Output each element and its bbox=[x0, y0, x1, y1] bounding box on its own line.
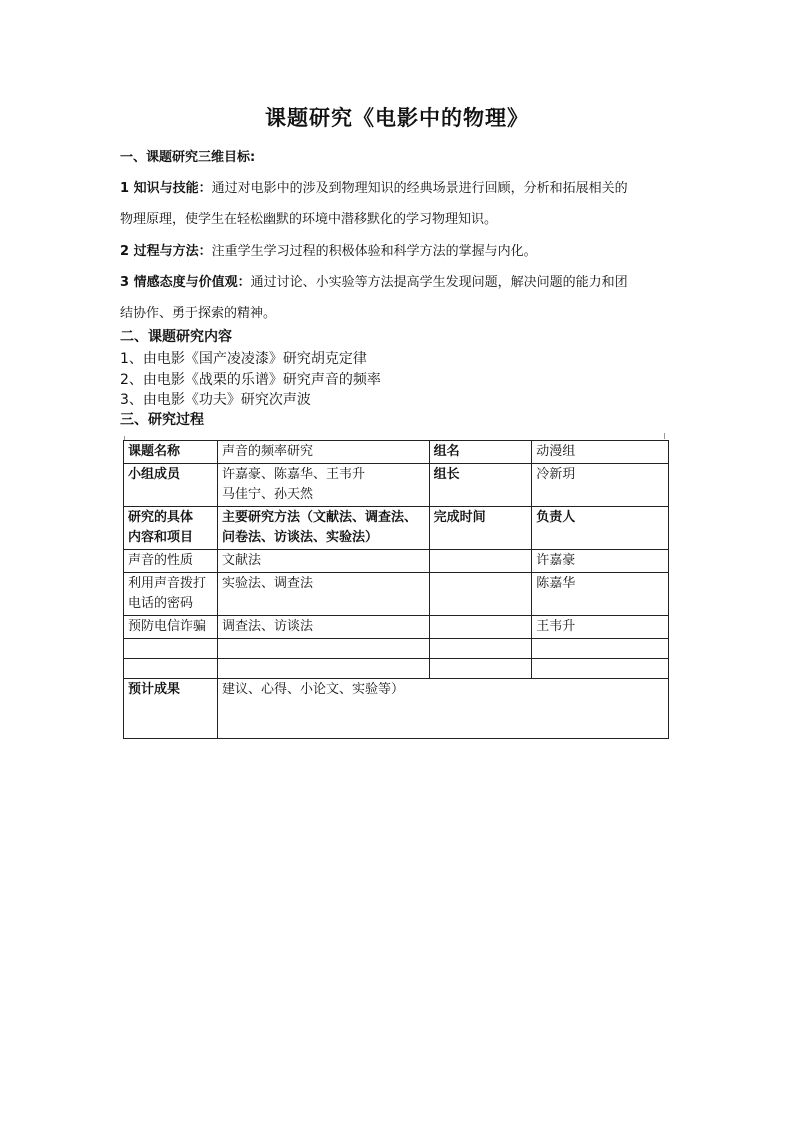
table-cell bbox=[429, 616, 532, 639]
goal3-label: 3 情感态度与价值观： bbox=[120, 275, 251, 290]
cell-line-1: 利用声音拨打 bbox=[128, 576, 207, 591]
table-cell: 预计成果 bbox=[124, 679, 218, 739]
table-cell: 声音的性质 bbox=[124, 550, 218, 573]
table-corner-mark bbox=[664, 433, 669, 439]
table-cell: 文献法 bbox=[218, 550, 430, 573]
table-cell: 声音的频率研究 bbox=[218, 441, 430, 464]
table-cell: 调查法、访谈法 bbox=[218, 616, 430, 639]
table-cell: 组名 bbox=[429, 441, 532, 464]
cell-line-2: 内容和项目 bbox=[128, 530, 194, 545]
table-cell: 课题名称 bbox=[124, 441, 218, 464]
goal1-text-a: 通过对电影中的涉及到物理知识的经典场景进行回顾，分析和拓展相关的 bbox=[211, 181, 628, 196]
table-row bbox=[124, 616, 669, 639]
table-cell: 冷新玥 bbox=[532, 464, 669, 507]
cell-line-1: 主要研究方法（文献法、调查法、 bbox=[222, 510, 418, 525]
table-cell: 许嘉豪 bbox=[532, 550, 669, 573]
table-cell: 完成时间 bbox=[429, 507, 532, 550]
table-cell bbox=[429, 639, 532, 659]
content-item-3: 3、由电影《功夫》研究次声波 bbox=[120, 392, 311, 408]
section1-heading: 一、课题研究三维目标: bbox=[120, 150, 256, 165]
content-item-1: 1、由电影《国产凌凌漆》研究胡克定律 bbox=[120, 351, 367, 367]
goal2-label: 2 过程与方法： bbox=[120, 244, 212, 259]
table-cell bbox=[218, 464, 430, 507]
table-cell: 小组成员 bbox=[124, 464, 218, 507]
table-row bbox=[124, 573, 669, 616]
table-cell bbox=[124, 573, 218, 616]
table-cell bbox=[532, 659, 669, 679]
goal1-line-1 bbox=[120, 177, 628, 196]
cell-line-2: 问卷法、访谈法、实验法） bbox=[222, 530, 379, 545]
table-cell: 预防电信诈骗 bbox=[124, 616, 218, 639]
table-row bbox=[124, 550, 669, 573]
page-title: 课题研究《电影中的物理》 bbox=[265, 105, 529, 130]
table-cell: 负责人 bbox=[532, 507, 669, 550]
goal2-text: 注重学生学习过程的积极体验和科学方法的掌握与内化。 bbox=[211, 244, 537, 259]
table-cell: 建议、心得、小论文、实验等） bbox=[218, 679, 669, 739]
section3-heading: 三、研究过程 bbox=[120, 412, 204, 428]
content-item-2: 2、由电影《战栗的乐谱》研究声音的频率 bbox=[120, 372, 381, 388]
table-cell bbox=[124, 639, 218, 659]
table-cell bbox=[429, 550, 532, 573]
table-cell: 王韦升 bbox=[532, 616, 669, 639]
table-row bbox=[124, 464, 669, 507]
goal3-line-1 bbox=[120, 271, 628, 290]
goal2-line bbox=[120, 240, 537, 259]
table-row bbox=[124, 507, 669, 550]
table-row bbox=[124, 441, 669, 464]
table-cell bbox=[218, 507, 430, 550]
member-line-1: 许嘉豪、陈嘉华、王韦升 bbox=[222, 467, 366, 482]
table-row-empty bbox=[124, 659, 669, 679]
goal3-text-a: 通过讨论、小实验等方法提高学生发现问题，解决问题的能力和团 bbox=[250, 275, 628, 290]
table-cell bbox=[532, 639, 669, 659]
table-cell: 组长 bbox=[429, 464, 532, 507]
table-cell bbox=[124, 659, 218, 679]
cell-line-2: 电话的密码 bbox=[128, 596, 194, 611]
table-cell: 实验法、调查法 bbox=[218, 573, 430, 616]
table-row-empty bbox=[124, 639, 669, 659]
goal3-text-b: 结协作、勇于探索的精神。 bbox=[120, 306, 277, 321]
table-cell: 陈嘉华 bbox=[532, 573, 669, 616]
table-cell bbox=[124, 507, 218, 550]
goal1-label: 1 知识与技能： bbox=[120, 181, 212, 196]
table-row bbox=[124, 679, 669, 739]
table-cell bbox=[218, 659, 430, 679]
table-cell bbox=[429, 659, 532, 679]
table-cell bbox=[218, 639, 430, 659]
goal1-text-b: 物理原理，使学生在轻松幽默的环境中潜移默化的学习物理知识。 bbox=[120, 212, 498, 227]
research-process-table bbox=[123, 440, 669, 739]
cell-line-1: 研究的具体 bbox=[128, 510, 194, 525]
table-cell: 动漫组 bbox=[532, 441, 669, 464]
member-line-2: 马佳宁、孙天然 bbox=[222, 487, 314, 502]
table-cell bbox=[429, 573, 532, 616]
section2-heading: 二、课题研究内容 bbox=[120, 329, 232, 345]
